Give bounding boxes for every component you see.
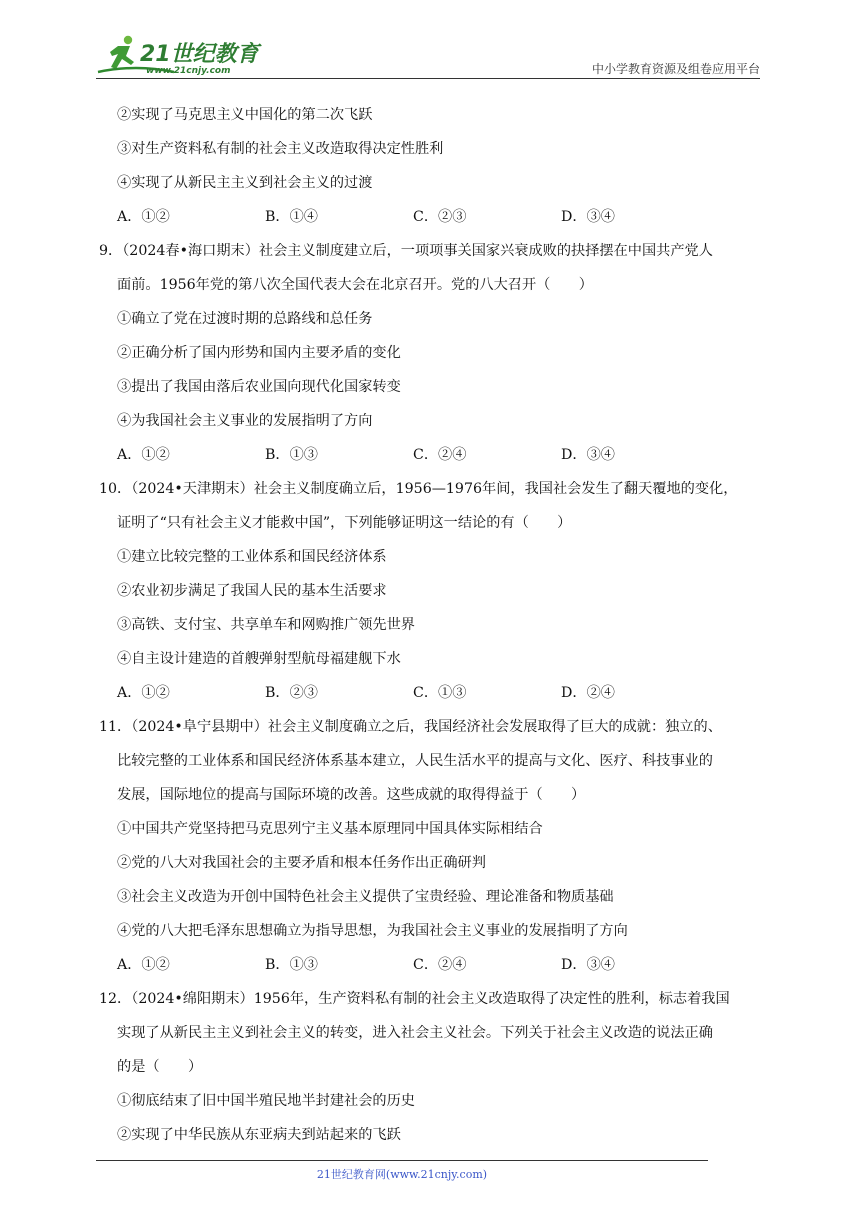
- statement-option: ②实现了中华民族从东亚病夫到站起来的飞跃: [117, 1127, 401, 1143]
- answer-choice: D．③④: [561, 209, 615, 225]
- question-stem: 10．（2024•天津期末）社会主义制度确立后，1956—1976年间，我国社会发生了翻天覆地的变化，: [99, 481, 738, 497]
- site-logo: [96, 34, 266, 76]
- answer-choices: [99, 948, 763, 982]
- answer-choice: B．①③: [265, 957, 318, 973]
- answer-choice: A．①②: [117, 685, 170, 701]
- statement-option: ④自主设计建造的首艘弹射型航母福建舰下水: [117, 651, 401, 667]
- answer-choices: [99, 200, 763, 234]
- question-stem-continued: 面前。1956年党的第八次全国代表大会在北京召开。党的八大召开（ ）: [117, 277, 593, 293]
- answer-choices: [99, 676, 763, 710]
- answer-choice: B．②③: [265, 685, 318, 701]
- answer-choice: D．③④: [561, 447, 615, 463]
- header-divider: [96, 78, 760, 79]
- answer-choices: [99, 438, 763, 472]
- question-stem-continued: 实现了从新民主主义到社会主义的转变，进入社会主义社会。下列关于社会主义改造的说法正确: [117, 1025, 713, 1041]
- answer-choice: D．②④: [561, 685, 615, 701]
- answer-choice: C．①③: [413, 685, 467, 701]
- statement-option: ②党的八大对我国社会的主要矛盾和根本任务作出正确研判: [117, 855, 486, 871]
- statement-option: ③提出了我国由落后农业国向现代化国家转变: [117, 379, 401, 395]
- question-stem: 9．（2024春•海口期末）社会主义制度建立后，一项项事关国家兴衰成败的抉择摆在中国共产党人: [99, 243, 713, 259]
- answer-choice: B．①④: [265, 209, 318, 225]
- answer-choice: A．①②: [117, 957, 170, 973]
- logo-url: www.21cnjy.com: [146, 66, 231, 76]
- statement-option: ②实现了马克思主义中国化的第二次飞跃: [117, 107, 373, 123]
- statement-option: ④实现了从新民主主义到社会主义的过渡: [117, 175, 373, 191]
- question-list: [99, 98, 763, 1152]
- page-header: [96, 30, 760, 78]
- question-stem-continued: 发展，国际地位的提高与国际环境的改善。这些成就的取得得益于（ ）: [117, 787, 586, 803]
- statement-option: ③社会主义改造为开创中国特色社会主义提供了宝贵经验、理论准备和物质基础: [117, 889, 614, 905]
- statement-option: ②正确分析了国内形势和国内主要矛盾的变化: [117, 345, 401, 361]
- statement-option: ②农业初步满足了我国人民的基本生活要求: [117, 583, 387, 599]
- question-stem: 11．（2024•阜宁县期中）社会主义制度确立之后，我国经济社会发展取得了巨大的成就：独立的、: [99, 719, 722, 735]
- statement-option: ①确立了党在过渡时期的总路线和总任务: [117, 311, 373, 327]
- statement-option: ④为我国社会主义事业的发展指明了方向: [117, 413, 373, 429]
- question-stem-continued: 比较完整的工业体系和国民经济体系基本建立，人民生活水平的提高与文化、医疗、科技事业的: [117, 753, 713, 769]
- statement-option: ①建立比较完整的工业体系和国民经济体系: [117, 549, 387, 565]
- answer-choice: C．②④: [413, 447, 467, 463]
- answer-choice: B．①③: [265, 447, 318, 463]
- answer-choice: C．②③: [413, 209, 467, 225]
- statement-option: ③高铁、支付宝、共享单车和网购推广领先世界: [117, 617, 415, 633]
- question-stem-continued: 证明了“只有社会主义才能救中国”，下列能够证明这一结论的有（ ）: [117, 515, 572, 531]
- logo-text: 21世纪教育: [140, 42, 259, 67]
- statement-option: ①中国共产党坚持把马克思列宁主义基本原理同中国具体实际相结合: [117, 821, 543, 837]
- answer-choice: C．②④: [413, 957, 467, 973]
- statement-option: ④党的八大把毛泽东思想确立为指导思想，为我国社会主义事业的发展指明了方向: [117, 923, 628, 939]
- footer-divider: [96, 1160, 708, 1161]
- answer-choice: A．①②: [117, 447, 170, 463]
- answer-choice: A．①②: [117, 209, 170, 225]
- statement-option: ③对生产资料私有制的社会主义改造取得决定性胜利: [117, 141, 444, 157]
- question-stem-continued: 的是（ ）: [117, 1059, 203, 1075]
- footer-text: 21世纪教育网(www.21cnjy.com): [316, 1168, 488, 1181]
- platform-title: 中小学教育资源及组卷应用平台: [591, 62, 760, 76]
- question-stem: 12．（2024•绵阳期末）1956年，生产资料私有制的社会主义改造取得了决定性的胜利，标志着我国: [99, 991, 730, 1007]
- statement-option: ①彻底结束了旧中国半殖民地半封建社会的历史: [117, 1093, 415, 1109]
- answer-choice: D．③④: [561, 957, 615, 973]
